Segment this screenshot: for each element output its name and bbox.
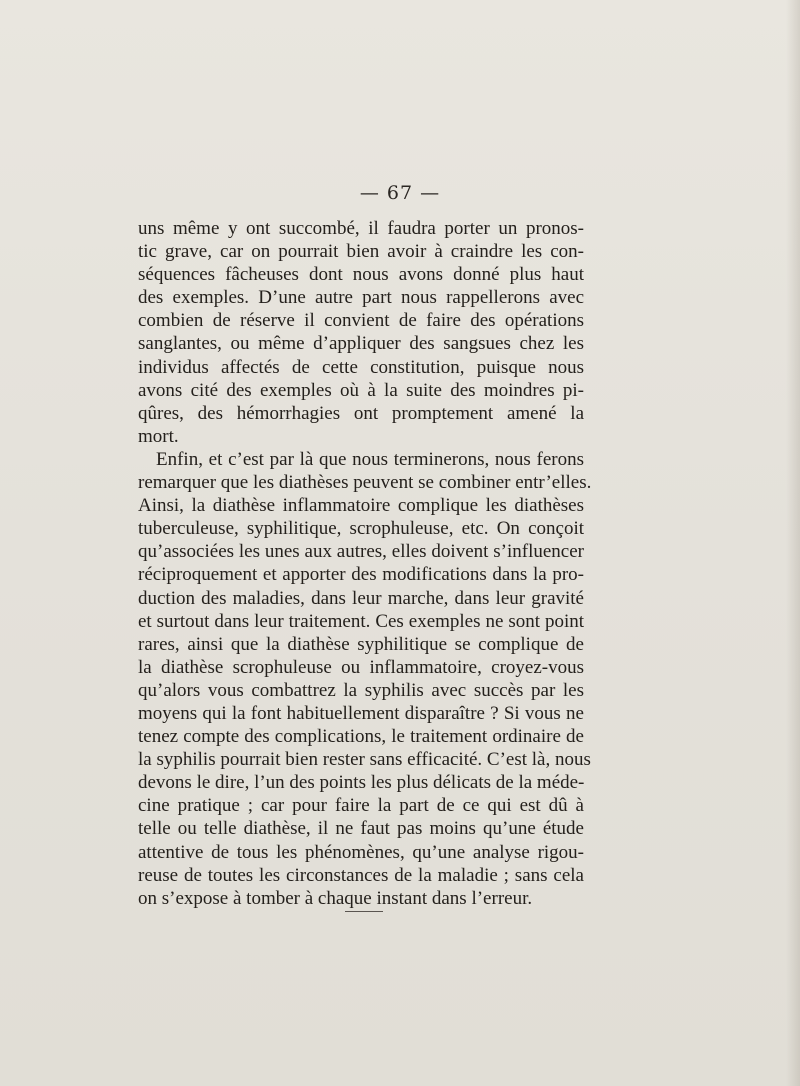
- text-line: la syphilis pourrait bien rester sans efficacité. C’est là, nous: [138, 749, 591, 771]
- text-line: individus affectés de cette constitution, puisque nous: [138, 356, 584, 378]
- text-line: attentive de tous les phénomènes, qu’une analyse rigou-: [138, 841, 584, 863]
- text-line: tuberculeuse, syphilitique, scrophuleuse, etc. On conçoit: [138, 518, 584, 540]
- text-line: Ainsi, la diathèse inflammatoire complique les diathèses: [138, 495, 584, 517]
- text-line: Enfin, et c’est par là que nous terminerons, nous ferons: [156, 448, 584, 470]
- text-line: qûres, des hémorrhagies ont promptement amené la: [138, 402, 584, 424]
- text-line: sanglantes, ou même d’appliquer des sangsues chez les: [138, 333, 584, 355]
- page-edge-shadow: [786, 0, 800, 1086]
- text-line: uns même y ont succombé, il faudra porter un pronos-: [138, 218, 584, 239]
- body-text: [138, 217, 592, 910]
- text-line: combien de réserve il convient de faire des opérations: [138, 310, 584, 332]
- text-line: la diathèse scrophuleuse ou inflammatoire, croyez-vous: [138, 656, 584, 678]
- paragraph: [138, 217, 584, 448]
- text-line: mort.: [138, 425, 179, 447]
- text-line: reuse de toutes les circonstances de la maladie ; sans cela: [138, 864, 584, 886]
- text-line: et surtout dans leur traitement. Ces exemples ne sont point: [138, 610, 584, 632]
- text-line: devons le dire, l’un des points les plus délicats de la méde-: [138, 772, 585, 794]
- text-line: qu’alors vous combattrez la syphilis avec succès par les: [138, 679, 584, 701]
- text-line: réciproquement et apporter des modifications dans la pro-: [138, 564, 584, 586]
- text-line: duction des maladies, dans leur marche, dans leur gravité: [138, 587, 584, 609]
- paragraph: [138, 448, 592, 910]
- text-line: des exemples. D’une autre part nous rappellerons avec: [138, 287, 584, 309]
- text-line: remarquer que les diathèses peuvent se combiner entr’elles.: [138, 472, 592, 494]
- text-line: telle ou telle diathèse, il ne faut pas moins qu’une étude: [138, 818, 584, 840]
- text-line: avons cité des exemples où à la suite des moindres pi-: [138, 379, 584, 401]
- text-line: on s’expose à tomber à chaque instant dans l’erreur.: [138, 887, 533, 909]
- text-line: qu’associées les unes aux autres, elles doivent s’influencer: [138, 541, 584, 563]
- end-rule: [345, 911, 383, 912]
- text-line: tic grave, car on pourrait bien avoir à craindre les con-: [138, 241, 584, 263]
- text-line: séquences fâcheuses dont nous avons donné plus haut: [138, 264, 584, 286]
- text-line: moyens qui la font habituellement disparaître ? Si vous ne: [138, 702, 584, 724]
- page-number: — 67 —: [359, 182, 441, 204]
- text-line: cine pratique ; car pour faire la part de ce qui est dû à: [138, 795, 584, 817]
- text-line: rares, ainsi que la diathèse syphilitique se complique de: [138, 633, 584, 655]
- text-line: tenez compte des complications, le traitement ordinaire de: [138, 726, 584, 748]
